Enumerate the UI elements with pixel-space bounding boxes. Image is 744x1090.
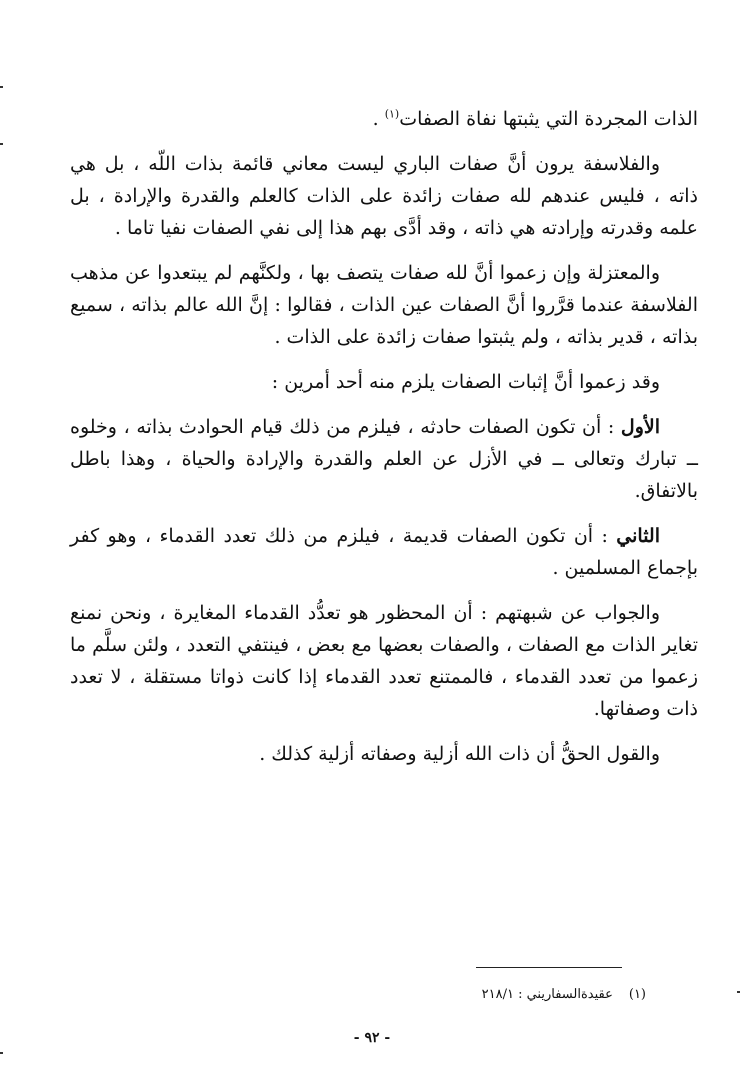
paragraph-1-text: الذات المجردة التي يثبتها نفاة الصفات bbox=[399, 108, 698, 130]
paragraph-4-text: وقد زعموا أنَّ إثبات الصفات يلزم منه أحد أمرين : bbox=[271, 371, 660, 393]
page-number: - ٩٢ - bbox=[353, 1030, 391, 1046]
scan-mark bbox=[737, 991, 740, 993]
paragraph-6 bbox=[70, 520, 698, 584]
scan-mark bbox=[0, 143, 3, 145]
paragraph-3-text: والمعتزلة وإن زعموا أنَّ لله صفات يتصف بها ، ولكنَّهم لم يبتعدوا عن مذهب الفلاسفة عندما قرَّروا أنَّ الصفات عين الذات ، فقالوا : إنَّ الله عالم بذاته ، سميع بذاته ، قدير بذاته ، ولم يثبتوا صفات زائدة على الذات . bbox=[70, 262, 698, 348]
paragraph-3 bbox=[70, 257, 698, 353]
scan-mark bbox=[0, 86, 3, 88]
paragraph-7-text: والجواب عن شبهتهم : أن المحظور هو تعدُّد القدماء المغايرة ، ونحن نمنع تغاير الذات مع الصفات ، والصفات بعضها مع بعض ، فينتفي التعدد ، ولئن سلَّم ما زعموا من تعدد القدماء ، فالممتنع تعدد القدماء إذا كانت ذواتا مستقلة ، لا تعدد ذات وصفاتها. bbox=[70, 602, 698, 720]
paragraph-7 bbox=[70, 597, 698, 725]
footnote-separator bbox=[476, 967, 622, 968]
footnote-mark: (١) bbox=[628, 987, 646, 1002]
paragraph-2-text: والفلاسفة يرون أنَّ صفات الباري ليست معاني قائمة بذات اللّه ، بل هي ذاته ، فليس عندهم لله صفات زائدة على الذات كالعلم والقدرة والإرادة ، بل علمه وقدرته وإرادته هي ذاته ، وقد أدَّى بهم هذا إلى نفي الصفات نفيا تاما . bbox=[70, 153, 698, 239]
paragraph-6-lead-word: الثاني bbox=[616, 525, 660, 547]
paragraph-8-text: والقول الحقُّ أن ذات الله أزلية وصفاته أزلية كذلك . bbox=[259, 743, 660, 765]
paragraph-6-text: : أن تكون الصفات قديمة ، فيلزم من ذلك تعدد القدماء ، وهو كفر بإجماع المسلمين . bbox=[70, 525, 698, 579]
main-text bbox=[70, 103, 698, 783]
footnote-reference: (١) bbox=[384, 107, 400, 121]
paragraph-4 bbox=[70, 366, 698, 398]
footnote bbox=[482, 986, 646, 1004]
paragraph-2 bbox=[70, 148, 698, 244]
footnote-text: عقيدةالسفاريني : ٢١٨/١ bbox=[481, 987, 613, 1002]
paragraph-8 bbox=[70, 738, 698, 770]
paragraph-1-tail: . bbox=[372, 108, 385, 130]
scan-mark bbox=[0, 1052, 3, 1054]
paragraph-5 bbox=[70, 411, 698, 507]
paragraph-5-text: : أن تكون الصفات حادثه ، فيلزم من ذلك قيام الحوادث بذاته ، وخلوه ــ تبارك وتعالى ــ في الأزل عن العلم والقدرة والإرادة والحياة ، وهذا باطل بالاتفاق. bbox=[70, 416, 698, 502]
paragraph-1 bbox=[70, 103, 698, 135]
paragraph-5-lead-word: الأول bbox=[620, 416, 660, 438]
